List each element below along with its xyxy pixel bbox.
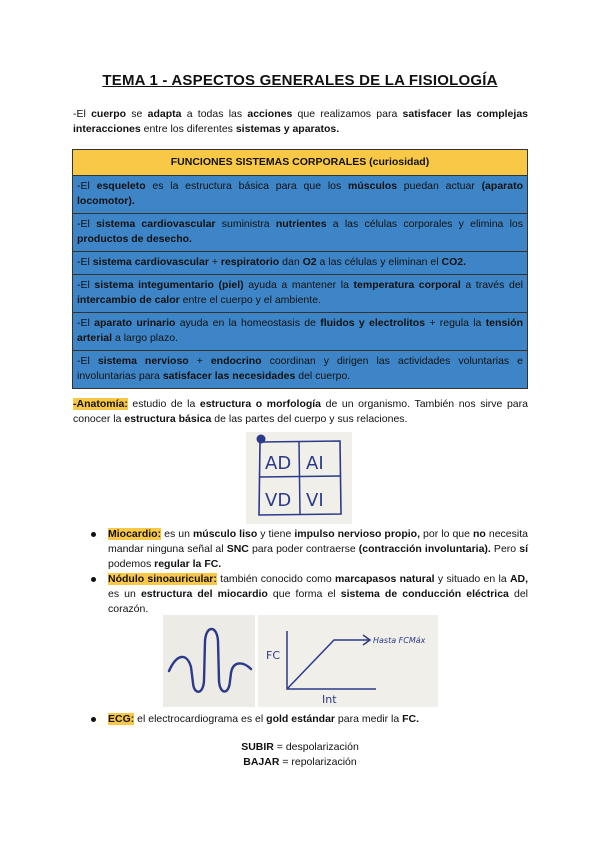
table-row: -El aparato urinario ayuda en la homeostasis de fluidos y electrolitos + regula la tensión arterial a largo plazo. — [73, 313, 527, 351]
list-item: ECG: el electrocardiograma es el gold estándar para medir la FC. — [88, 712, 528, 727]
graph-max-note: Hasta FCMáx — [373, 636, 426, 645]
bullet-dot-icon — [91, 532, 96, 537]
subir-line: SUBIR = despolarización — [241, 741, 359, 753]
table-row: -El sistema cardiovascular + respiratorio dan O2 a las células y eliminan el CO2. — [73, 252, 527, 275]
chamber-label-vd: VD — [265, 490, 292, 511]
table-row: -El sistema cardiovascular suministra nutrientes a las células corporales y elimina los productos de desecho. — [73, 214, 527, 252]
table-row: -El sistema nervioso + endocrino coordinan y dirigen las actividades voluntarias e involuntarias para satisfacer las necesidades del cuerpo. — [73, 351, 527, 388]
graph-x-label: Int — [322, 693, 337, 706]
table-row: -El sistema integumentario (piel) ayuda a mantener la temperatura corporal a través del intercambio de calor entre el cuerpo y el ambiente. — [73, 275, 527, 313]
chamber-label-ad: AD — [265, 453, 292, 474]
bullet-dot-icon — [91, 577, 96, 582]
heart-rate-graph-sketch — [258, 615, 438, 707]
list-item: Miocardio: es un músculo liso y tiene impulso nervioso propio, por lo que no necesita mandar ninguna señal al SNC para poder contraerse (contracción involuntaria). Pero sí podemos regular la FC. — [88, 527, 528, 572]
table-header: FUNCIONES SISTEMAS CORPORALES (curiosidad) — [73, 150, 527, 176]
intro-paragraph: -El cuerpo se adapta a todas las acciones que realizamos para satisfacer las complejas interacciones entre los diferentes sistemas y aparatos. — [73, 108, 528, 135]
page-title: TEMA 1 - ASPECTOS GENERALES DE LA FISIOLOGÍA — [102, 72, 498, 89]
anatomy-paragraph: -Anatomía: estudio de la estructura o morfología de un organismo. También nos sirve para conocer la estructura básica de las partes del cuerpo y sus relaciones. — [73, 398, 528, 425]
body-systems-table — [72, 149, 528, 389]
bullet-dot-icon — [91, 717, 96, 722]
heart-chambers-sketch — [246, 432, 352, 524]
list-item: Nódulo sinoauricular: también conocido como marcapasos natural y situado en la AD, es un estructura del miocardio que forma el sistema de conducción eléctrica del corazón. — [88, 572, 528, 617]
bullet-list-bottom — [88, 712, 528, 727]
chamber-label-vi: VI — [306, 490, 324, 511]
bajar-line: BAJAR = repolarización — [243, 756, 357, 768]
table-row: -El esqueleto es la estructura básica para que los músculos puedan actuar (aparato locomotor). — [73, 176, 527, 214]
graph-y-label: FC — [266, 649, 281, 662]
chamber-label-ai: AI — [306, 453, 324, 474]
bullet-list-top — [88, 527, 528, 617]
conduction-wave-sketch — [163, 615, 255, 707]
